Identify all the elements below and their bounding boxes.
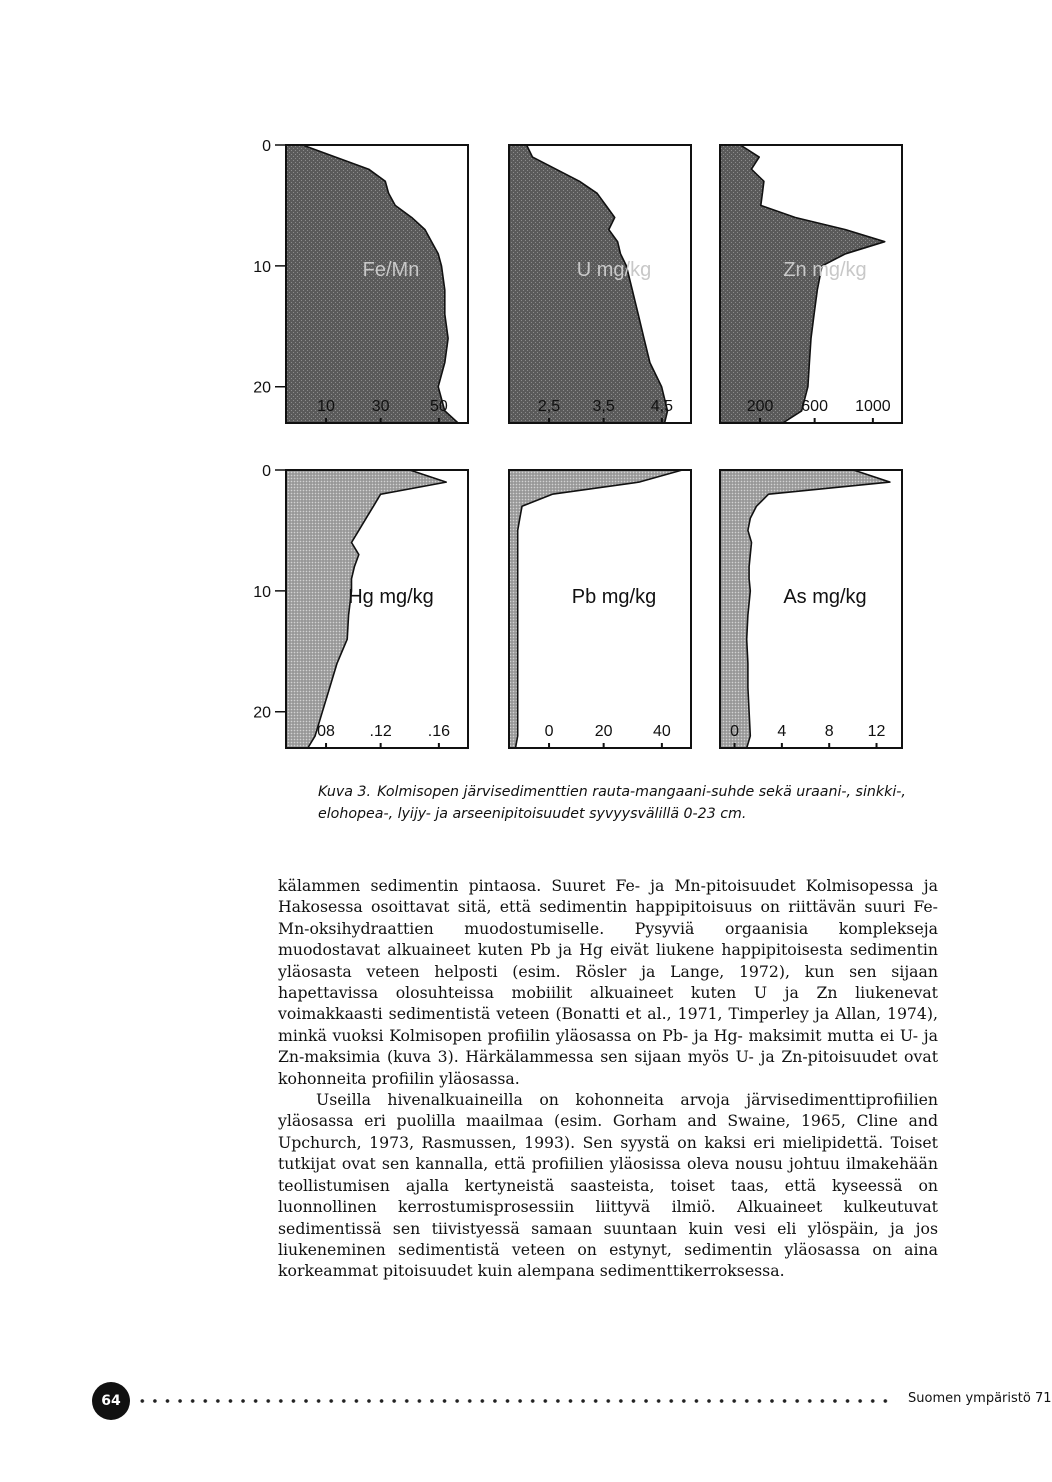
paragraph-2: Useilla hivenalkuaineilla on kohonneita arvoja järvisedimenttiprofiilien yläosassa eri puolilla maailmaa (esim. Gorham and Swaine, 1965, Cline and Upchurch, 1973, Rasmussen, 1993). Sen syystä on kaksi eri mielipidettä. Toiset tutkijat ovat sen kannalla, että profiilien yläosissa oleva nousu johtuu ilmakehään teollistumisen ajalla kertyneistä saasteista, toiset taas, että kyseessä on luonnollinen kerrostumisprosessiin liittyvä ilmiö. Alkuaineet kulkeutuvat sedimentissä sen tiivistyessä samaan suuntaan kuin vesi eli ylöspäin, ja jos liukeneminen sedimentistä veteen on estynyt, sedimentin yläosassa on aina korkeammat pitoisuudet kuin alempana sedimenttikerroksessa. [278, 1090, 938, 1281]
x-tick-label: .16 [427, 723, 451, 740]
profile-panel-2 [509, 145, 691, 423]
x-tick-label: 8 [824, 723, 834, 740]
page-footer [92, 1382, 1052, 1422]
panel-label: U mg/kg [576, 259, 652, 281]
caption-lead: Kuva 3. [318, 784, 372, 800]
figure-caption [318, 781, 968, 825]
dotted-leader [136, 1386, 896, 1416]
x-tick-label: 600 [801, 398, 828, 415]
profile-area-6 [720, 470, 890, 748]
page-number-badge: 64 [92, 1382, 130, 1420]
x-tick-label: 0 [544, 723, 554, 740]
panel-label: Fe/Mn [362, 259, 420, 281]
x-tick-label: 30 [371, 398, 390, 415]
x-tick-label: 08 [317, 723, 335, 740]
x-tick-label: 50 [429, 398, 448, 415]
paragraph-1: kälammen sedimentin pintaosa. Suuret Fe- ja Mn-pitoisuudet Kolmisopessa ja Hakosessa osoittavat sitä, että sedimentin happipitoisuus on riittävän suuri Fe-Mn-oksihydraattien muodostumiselle. Pysyviä orgaanisia komplekseja muodostavat alkuaineet kuten Pb ja Hg eivät liukene happipitoisesta sedimentin yläosasta veteen helposti (esim. Rösler ja Lange, 1972), kun sen sijaan hapettavissa olosuhteissa mobiilit alkuaineet kuten U ja Zn liukenevat voimakkaasti sedimentistä veteen (Bonatti et al., 1971, Timperley ja Allan, 1974), minkä vuoksi Kolmisopen profiilin yläosassa on Pb- ja Hg- maksimit mutta ei U- ja Zn-maksimia (kuva 3). Härkälammessa sen sijaan myös U- ja Zn-pitoisuudet ovat kohonneita profiilin yläosassa. [278, 876, 938, 1088]
y-tick-label: 0 [262, 463, 271, 480]
y-tick-label: 10 [253, 583, 271, 601]
profile-area-1 [286, 145, 458, 423]
profile-panel-5 [509, 470, 691, 748]
x-tick-label: 10 [317, 398, 335, 415]
caption-text: Kolmisopen järvisedimenttien rauta-mangaani-suhde sekä uraani-, sinkki-, elohopea-, lyijy- ja arseenipitoisuudet syvyysvälillä 0-23 cm. [318, 784, 906, 822]
profile-panel-3 [720, 145, 902, 423]
x-tick-label: 2,5 [537, 398, 561, 415]
x-tick-label: 4,5 [650, 398, 674, 415]
panel-label: Pb mg/kg [571, 586, 657, 608]
x-tick-label: .12 [369, 723, 392, 740]
profile-area-5 [509, 470, 682, 748]
y-tick-label: 20 [253, 704, 271, 722]
x-tick-label: 20 [594, 723, 613, 740]
y-tick-label: 0 [262, 138, 271, 155]
x-tick-label: 12 [867, 723, 886, 740]
profile-panel-4 [286, 470, 468, 748]
x-tick-label: 200 [746, 398, 774, 415]
x-tick-label: 1000 [855, 398, 891, 415]
x-tick-label: 0 [730, 723, 740, 740]
x-tick-label: 40 [652, 723, 671, 740]
profile-panel-6 [720, 470, 902, 748]
profile-area-2 [509, 145, 668, 423]
sediment-profile-figure [255, 130, 935, 770]
y-tick-label: 20 [253, 379, 271, 397]
panel-label: Zn mg/kg [783, 259, 867, 281]
profile-panel-1 [286, 145, 468, 423]
profile-area-4 [286, 470, 446, 748]
publication-title: Suomen ympäristö 71 [908, 1391, 1052, 1406]
x-tick-label: 3,5 [592, 398, 615, 415]
panel-frame-5 [509, 470, 691, 748]
x-tick-label: 4 [777, 723, 787, 740]
panel-label: Hg mg/kg [348, 586, 434, 608]
body-text [278, 875, 938, 1282]
profile-area-3 [720, 145, 885, 423]
panel-label: As mg/kg [783, 586, 867, 608]
y-tick-label: 10 [253, 258, 271, 276]
